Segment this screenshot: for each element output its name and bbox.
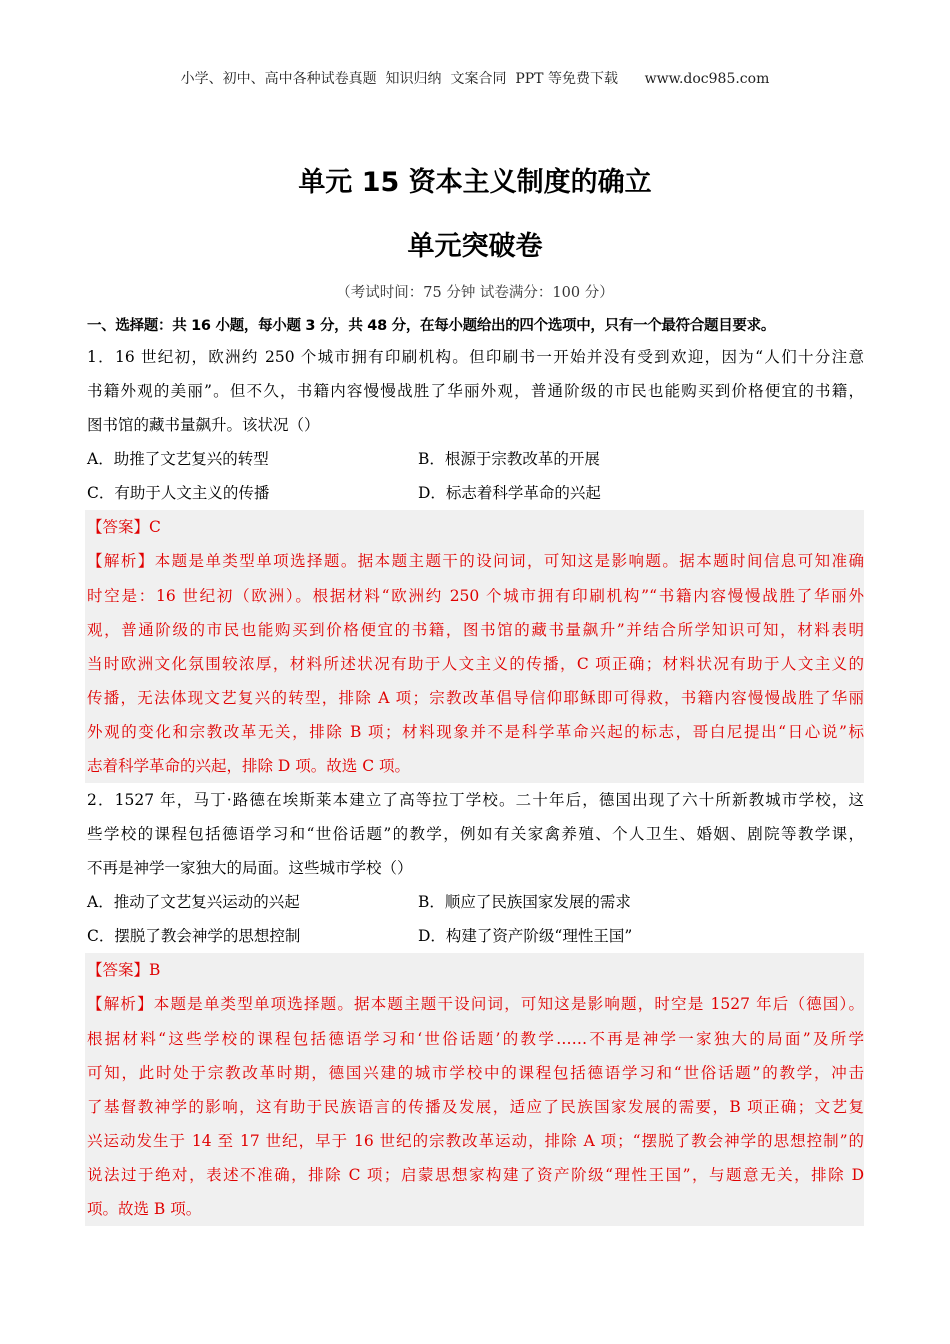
analysis-line: 当时欧洲文化氛围较浓厚，材料所述状况有助于人文主义的传播，C 项正确；材料状况有助于人文主义的	[87, 654, 864, 673]
option: D．标志着科学革命的兴起	[418, 484, 601, 503]
question-stem-line: 书籍外观的美丽”。但不久，书籍内容慢慢战胜了华丽外观，普通阶级的市民也能购买到价格便宜的书籍，	[87, 382, 864, 401]
exam-info: （考试时间：75 分钟 试卷满分：100 分）	[336, 285, 614, 301]
question	[87, 783, 864, 1226]
answer: 【答案】B	[87, 961, 161, 980]
analysis-line: 观，普通阶级的市民也能购买到价格便宜的书籍，图书馆的藏书量飙升”并结合所学知识可知，材料表明	[87, 620, 864, 639]
options-row	[87, 919, 864, 953]
option: B．顺应了民族国家发展的需求	[418, 893, 631, 912]
option: C．有助于人文主义的传播	[87, 484, 270, 503]
analysis-line: 【解析】本题是单类型单项选择题。据本题主题干设问词，可知这是影响题，时空是 1527 年后（德国）。	[87, 995, 864, 1014]
analysis-line: 了基督教神学的影响，这有助于民族语言的传播及发展，适应了民族国家发展的需要，B 项正确；文艺复	[87, 1097, 864, 1116]
question-stem-line: 图书馆的藏书量飙升。该状况（）	[87, 416, 320, 435]
analysis-line: 兴运动发生于 14 至 17 世纪，早于 16 世纪的宗教改革运动，排除 A 项；“摆脱了教会神学的思想控制”的	[87, 1131, 864, 1150]
options-row	[87, 442, 864, 476]
option: A．推动了文艺复兴运动的兴起	[87, 893, 300, 912]
option: C．摆脱了教会神学的思想控制	[87, 927, 301, 946]
analysis-line: 志着科学革命的兴起，排除 D 项。故选 C 项。	[87, 756, 410, 775]
question-stem-line: 1．16 世纪初，欧洲约 250 个城市拥有印刷机构。但印刷书一开始并没有受到欢迎，因为“人们十分注意	[87, 348, 864, 366]
analysis-line: 可知，此时处于宗教改革时期，德国兴建的城市学校中的课程包括德语学习和“世俗话题”的教学，冲击	[87, 1063, 864, 1082]
question	[87, 340, 864, 783]
analysis-line: 传播，无法体现文艺复兴的转型，排除 A 项；宗教改革倡导信仰耶稣即可得救，书籍内容慢慢战胜了华丽	[87, 688, 864, 707]
answer-box	[85, 510, 864, 783]
analysis-line: 外观的变化和宗教改革无关，排除 B 项；材料现象并不是科学革命兴起的标志，哥白尼提出“日心说”标	[87, 722, 864, 741]
question-stem-line: 些学校的课程包括德语学习和“世俗话题”的教学，例如有关家禽养殖、个人卫生、婚姻、剧院等教学课，	[87, 825, 864, 844]
unit-subtitle: 单元突破卷	[407, 231, 543, 262]
answer-box	[85, 953, 864, 1226]
options-row	[87, 885, 864, 919]
question-stem-line: 2．1527 年，马丁·路德在埃斯莱本建立了高等拉丁学校。二十年后，德国出现了六十所新教城市学校，这	[87, 791, 864, 810]
analysis-line: 【解析】本题是单类型单项选择题。据本题主题干的设问词，可知这是影响题。据本题时间信息可知准确	[87, 552, 864, 571]
option: D．构建了资产阶级“理性王国”	[418, 927, 633, 946]
analysis-line: 项。故选 B 项。	[87, 1199, 202, 1218]
answer: 【答案】C	[87, 518, 161, 537]
option: A．助推了文艺复兴的转型	[87, 450, 269, 469]
analysis-line: 根据材料“这些学校的课程包括德语学习和‘世俗话题’的教学……不再是神学一家独大的局面”及所学	[87, 1029, 864, 1048]
unit-title: 单元 15 资本主义制度的确立	[298, 167, 652, 198]
question-stem-line: 不再是神学一家独大的局面。这些城市学校（）	[87, 859, 413, 878]
section-heading: 一、选择题：共 16 小题，每小题 3 分，共 48 分，在每小题给出的四个选项中，只有一个最符合题目要求。	[87, 318, 776, 334]
analysis-line: 时空是：16 世纪初（欧洲）。根据材料“欧洲约 250 个城市拥有印刷机构”“书籍内容慢慢战胜了华丽外	[87, 586, 864, 605]
options-row	[87, 476, 864, 510]
questions	[87, 340, 864, 1226]
analysis-line: 说法过于绝对，表述不准确，排除 C 项；启蒙思想家构建了资产阶级“理性王国”，与题意无关，排除 D	[87, 1165, 864, 1184]
option: B．根源于宗教改革的开展	[418, 450, 600, 469]
page-header: 小学、初中、高中各种试卷真题 知识归纳 文案合同 PPT 等免费下载 www.doc985.com	[180, 71, 770, 87]
